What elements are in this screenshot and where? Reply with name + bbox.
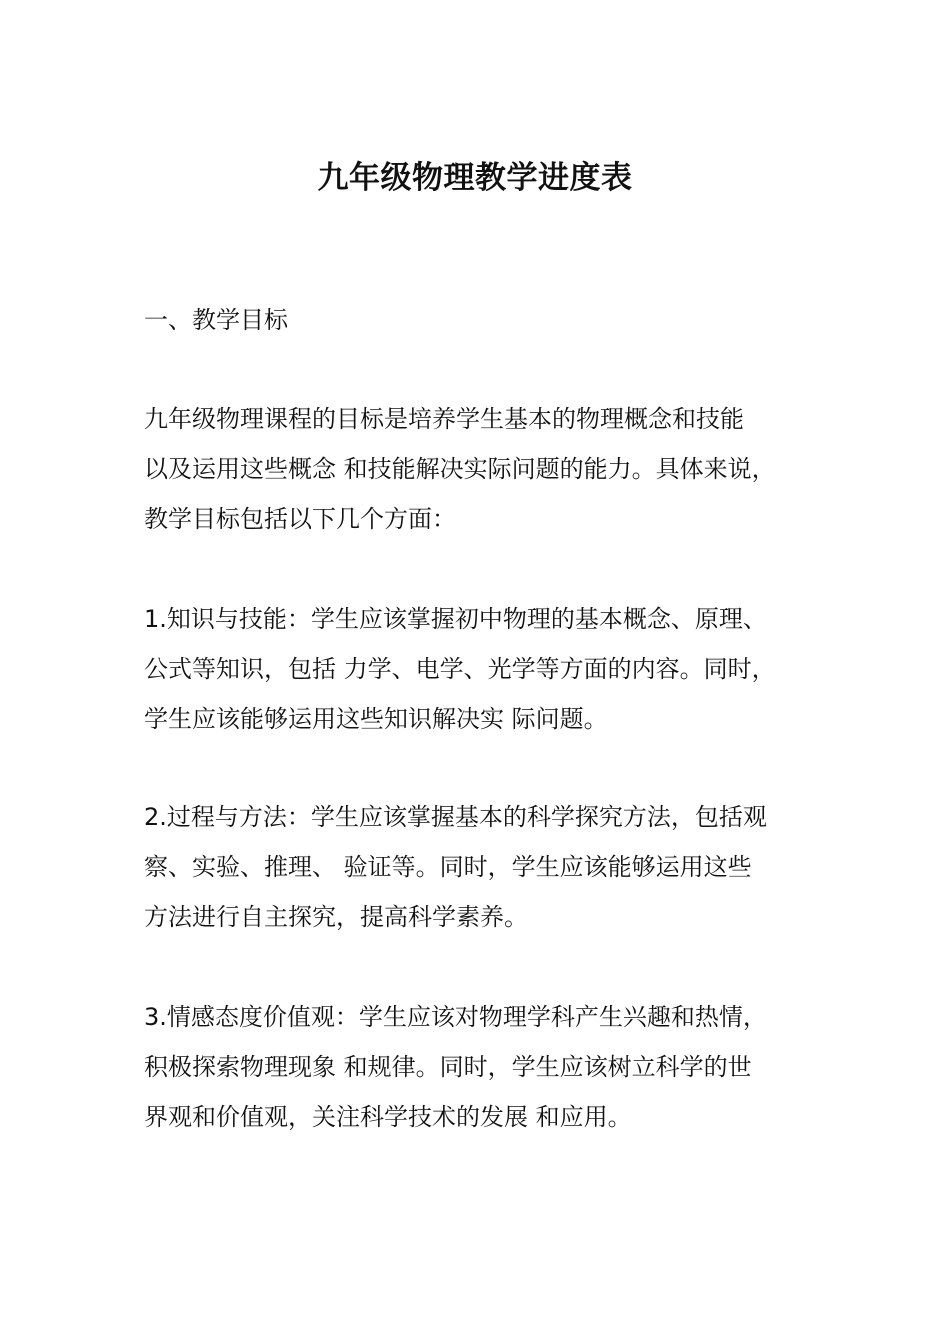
paragraph-line: 2.过程与方法：学生应该掌握基本的科学探究方法，包括观 — [144, 803, 767, 831]
paragraph-line: 3.情感态度价值观：学生应该对物理学科产生兴趣和热情， — [144, 1003, 767, 1031]
paragraph-line: 察、实验、推理、 验证等。同时，学生应该能够运用这些 — [144, 853, 752, 881]
goal-item-attitude-values — [144, 992, 834, 1142]
goal-item-knowledge-skills — [144, 594, 834, 744]
section-heading: 一、教学目标 — [144, 306, 288, 334]
paragraph-line: 方法进行自主探究，提高科学素养。 — [144, 903, 528, 931]
paragraph-line: 公式等知识，包括 力学、电学、光学等方面的内容。同时， — [144, 655, 776, 683]
document-title: 九年级物理教学进度表 — [317, 160, 633, 196]
paragraph-line: 教学目标包括以下几个方面： — [144, 505, 456, 533]
goal-item-process-methods — [144, 792, 834, 942]
paragraph-line: 以及运用这些概念 和技能解决实际问题的能力。具体来说， — [144, 455, 776, 483]
paragraph-line: 积极探索物理现象 和规律。同时，学生应该树立科学的世 — [144, 1053, 752, 1081]
paragraph-line: 界观和价值观，关注科学技术的发展 和应用。 — [144, 1103, 632, 1131]
intro-paragraph — [144, 394, 834, 544]
paragraph-line: 1.知识与技能：学生应该掌握初中物理的基本概念、原理、 — [144, 605, 767, 633]
paragraph-line: 学生应该能够运用这些知识解决实 际问题。 — [144, 705, 608, 733]
paragraph-line: 九年级物理课程的目标是培养学生基本的物理概念和技能 — [144, 405, 744, 433]
